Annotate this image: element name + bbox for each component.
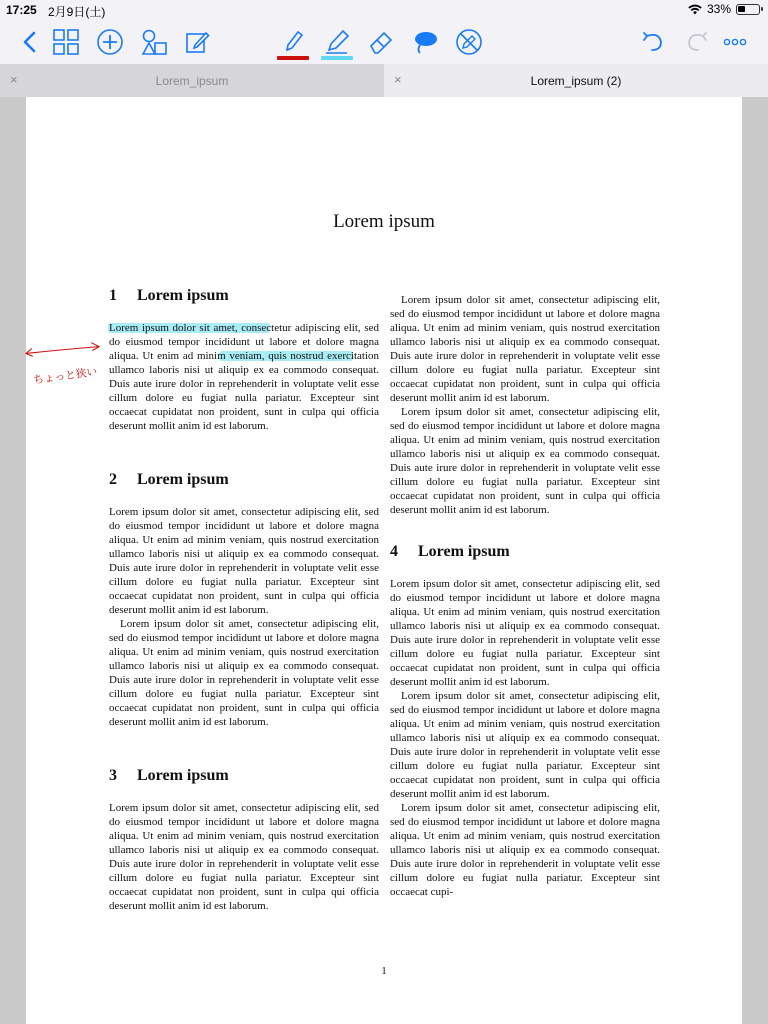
eraser-tool[interactable] [365, 26, 397, 58]
paragraph: Lorem ipsum dolor sit amet, consectetur adipiscing elit, sed do eiusmod tempor incididunt ut labore et dolore magna aliqua. Ut enim ad minim veniam, quis nostrud exercitation ullamco laboris nisi ut aliquip ex ea commodo consequat. Duis aute irure dolor in reprehenderit in voluptate velit esse cillum dolore eu fugiat nulla pariatur. Excepteur sint occaecat cupidatat non proident, sunt in culpa qui officia deserunt mollit anim id est laborum. [109, 802, 379, 912]
thumbnails-icon [52, 28, 80, 56]
thumbnails-button[interactable] [50, 26, 82, 58]
tab-close-icon[interactable]: × [394, 72, 402, 87]
lasso-tool[interactable] [409, 26, 441, 58]
status-time: 17:25 [6, 3, 37, 17]
redo-icon [683, 28, 711, 56]
pen-icon [279, 28, 307, 56]
section [109, 471, 379, 729]
edit-button[interactable] [181, 26, 213, 58]
eraser-icon [367, 28, 395, 56]
toolbar [0, 20, 768, 64]
undo-button[interactable] [637, 26, 669, 58]
highlighter-icon [323, 28, 351, 56]
pen-tool[interactable] [277, 26, 309, 58]
section-heading: 2 Lorem ipsum [109, 471, 229, 488]
left-column [109, 287, 379, 951]
paragraph: Lorem ipsum dolor sit amet, consectetur adipiscing elit, sed do eiusmod tempor incididunt ut labore et dolore magna aliqua. Ut enim ad minim veniam, quis nostrud exercitation ullamco laboris nisi ut aliquip ex ea commodo consequat. Duis aute irure dolor in reprehenderit in voluptate velit esse cillum dolore eu fugiat nulla pariatur. Excepteur sint occaecat cupidatat non proident, sunt in culpa qui officia deserunt mollit anim id est laborum. [109, 322, 379, 432]
handwritten-annotation [24, 336, 104, 406]
wifi-icon [688, 4, 702, 15]
status-date: 2月9日(土) [48, 5, 106, 19]
add-button[interactable] [94, 26, 126, 58]
paragraph: Lorem ipsum dolor sit amet, consectetur adipiscing elit, sed do eiusmod tempor incididunt ut labore et dolore magna aliqua. Ut enim ad minim veniam, quis nostrud exercitation ullamco laboris nisi ut aliquip ex ea commodo consequat. Duis aute irure dolor in reprehenderit in voluptate velit esse cillum dolore eu fugiat nulla pariatur. Excepteur sint occaecat cupi- [390, 802, 660, 898]
status-right [688, 2, 760, 16]
right-column [390, 293, 660, 937]
tab-close-icon[interactable]: × [10, 72, 18, 87]
add-icon [96, 28, 124, 56]
back-icon [16, 28, 44, 56]
tab-label: Lorem_ipsum [155, 73, 229, 88]
shapes-icon [140, 28, 168, 56]
undo-icon [639, 28, 667, 56]
tab-label: Lorem_ipsum (2) [530, 73, 622, 88]
section [390, 293, 660, 517]
redo-button[interactable] [681, 26, 713, 58]
paragraph: Lorem ipsum dolor sit amet, consectetur adipiscing elit, sed do eiusmod tempor incididunt ut labore et dolore magna aliqua. Ut enim ad minim veniam, quis nostrud exercitation ullamco laboris nisi ut aliquip ex ea commodo consequat. Duis aute irure dolor in reprehenderit in voluptate velit esse cillum dolore eu fugiat nulla pariatur. Excepteur sint occaecat cupidatat non proident, sunt in culpa qui officia deserunt mollit anim id est laborum. [390, 690, 660, 800]
section [109, 287, 379, 433]
section [109, 767, 379, 913]
section [390, 543, 660, 899]
lasso-icon [411, 28, 439, 56]
more-button[interactable] [719, 26, 751, 58]
tab-bar [0, 64, 768, 97]
highlighter-color-indicator [321, 56, 353, 60]
section-heading: 4 Lorem ipsum [390, 543, 510, 560]
paragraph: Lorem ipsum dolor sit amet, consectetur adipiscing elit, sed do eiusmod tempor incididunt ut labore et dolore magna aliqua. Ut enim ad minim veniam, quis nostrud exercitation ullamco laboris nisi ut aliquip ex ea commodo consequat. Duis aute irure dolor in reprehenderit in voluptate velit esse cillum dolore eu fugiat nulla pariatur. Excepteur sint occaecat cupidatat non proident, sunt in culpa qui officia deserunt mollit anim id est laborum. [109, 618, 379, 728]
pen-color-indicator [277, 56, 309, 60]
more-icon [721, 28, 749, 56]
tab-lorem-ipsum-2[interactable] [384, 64, 768, 97]
edit-icon [183, 28, 211, 56]
tab-lorem-ipsum[interactable] [0, 64, 384, 97]
back-button[interactable] [14, 26, 46, 58]
paragraph: Lorem ipsum dolor sit amet, consectetur adipiscing elit, sed do eiusmod tempor incididunt ut labore et dolore magna aliqua. Ut enim ad minim veniam, quis nostrud exercitation ullamco laboris nisi ut aliquip ex ea commodo consequat. Duis aute irure dolor in reprehenderit in voluptate velit esse cillum dolore eu fugiat nulla pariatur. Excepteur sint occaecat cupidatat non proident, sunt in culpa qui officia deserunt mollit anim id est laborum. [390, 578, 660, 688]
paragraph: Lorem ipsum dolor sit amet, consectetur adipiscing elit, sed do eiusmod tempor incididunt ut labore et dolore magna aliqua. Ut enim ad minim veniam, quis nostrud exercitation ullamco laboris nisi ut aliquip ex ea commodo consequat. Duis aute irure dolor in reprehenderit in voluptate velit esse cillum dolore eu fugiat nulla pariatur. Excepteur sint occaecat cupidatat non proident, sunt in culpa qui officia deserunt mollit anim id est laborum. [390, 406, 660, 516]
highlighter-tool[interactable] [321, 26, 353, 58]
annotation-text: ちょっと狭い [32, 364, 98, 387]
disable-pen-button[interactable] [453, 26, 485, 58]
document-page[interactable] [26, 97, 742, 1024]
paragraph: Lorem ipsum dolor sit amet, consectetur adipiscing elit, sed do eiusmod tempor incididunt ut labore et dolore magna aliqua. Ut enim ad minim veniam, quis nostrud exercitation ullamco laboris nisi ut aliquip ex ea commodo consequat. Duis aute irure dolor in reprehenderit in voluptate velit esse cillum dolore eu fugiat nulla pariatur. Excepteur sint occaecat cupidatat non proident, sunt in culpa qui officia deserunt mollit anim id est laborum. [390, 294, 660, 404]
battery-percent: 33% [706, 2, 731, 16]
document-title: Lorem ipsum [333, 211, 435, 232]
status-bar [0, 0, 768, 20]
section-heading: 1 Lorem ipsum [109, 287, 229, 304]
battery-icon [736, 4, 760, 15]
disable-pen-icon [455, 28, 483, 56]
shapes-button[interactable] [138, 26, 170, 58]
paragraph: Lorem ipsum dolor sit amet, consectetur adipiscing elit, sed do eiusmod tempor incididunt ut labore et dolore magna aliqua. Ut enim ad minim veniam, quis nostrud exercitation ullamco laboris nisi ut aliquip ex ea commodo consequat. Duis aute irure dolor in reprehenderit in voluptate velit esse cillum dolore eu fugiat nulla pariatur. Excepteur sint occaecat cupidatat non proident, sunt in culpa qui officia deserunt mollit anim id est laborum. [109, 506, 379, 616]
section-heading: 3 Lorem ipsum [109, 767, 229, 784]
page-number: 1 [381, 965, 387, 977]
